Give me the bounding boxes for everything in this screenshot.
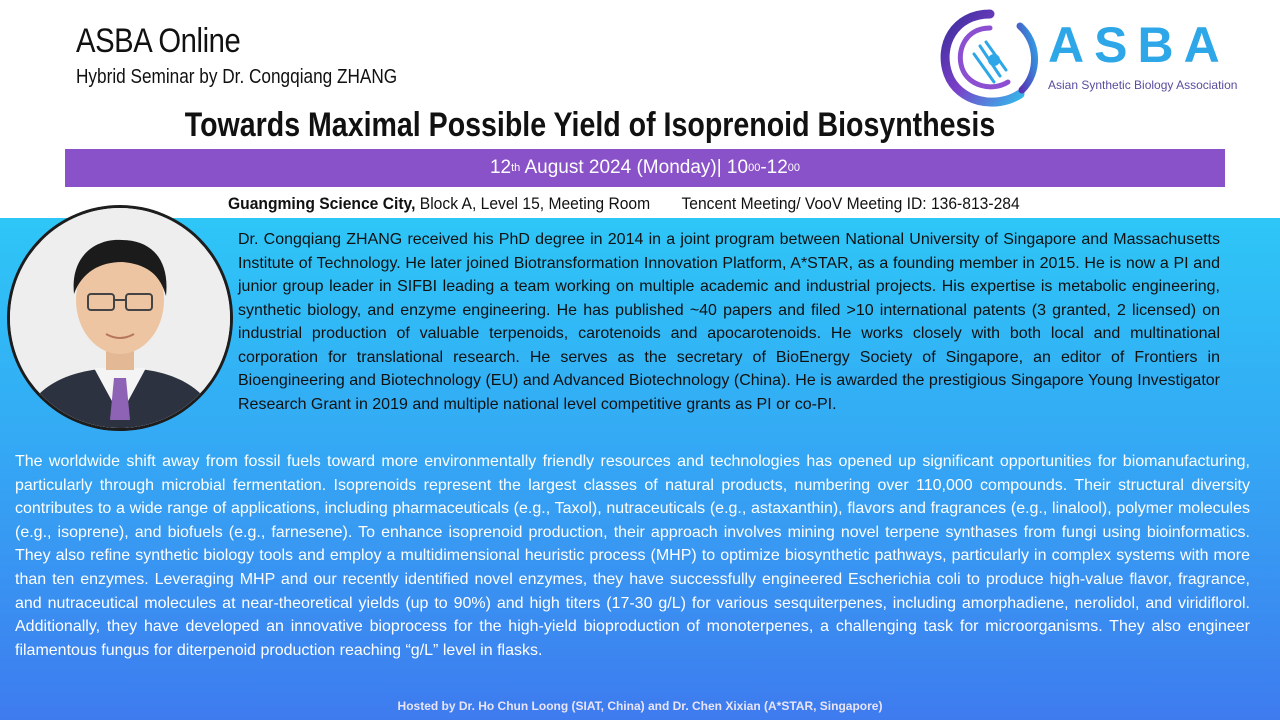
org-title: ASBA Online: [76, 22, 241, 60]
venue-place-bold: Guangming Science City,: [228, 194, 416, 213]
asba-logo: [934, 6, 1244, 116]
speaker-photo: [10, 208, 230, 428]
logo-tagline: Asian Synthetic Biology Association: [1048, 78, 1238, 92]
logo-swirl-icon: [934, 6, 1046, 116]
date-day: 12: [489, 157, 512, 178]
talk-abstract: The worldwide shift away from fossil fuels toward more environmentally friendly resources and technologies has opened up significant opportunities for biomanufacturing, particularly through microbial fermentation. Isoprenoids represent the largest classes of natural products, numbering over 110,000 compounds. Their structural diversity contributes to a wide range of applications, including pharmaceuticals (e.g., Taxol), nutraceuticals (e.g., astaxanthin), flavors and fragrances (e.g., linalool), polymer molecules (e.g., isoprene), and biofuels (e.g., farnesene). To enhance isoprenoid production, their approach involves mining novel terpene synthases from fungi using bioinformatics. They also refine synthetic biology tools and employ a multidimensional heuristic process (MHP) to optimize biosynthetic pathways, particularly in complex systems with more than ten enzymes. Leveraging MHP and our recently identified novel enzymes, they have successfully engineered Escherichia coli to produce high-value flavor, fragrance, and nutraceutical molecules at near-theoretical yields (up to 90%) and high titers (17-30 g/L) for various sesquiterpenes, including amorphadiene, nerolidol, and viridiflorol. Additionally, they have developed an innovative bioprocess for the high-yield bioproduction of monoterpenes, a challenging task for microorganisms. They also engineer filamentous fungus for diterpenoid production reaching “g/L” level in flasks.: [15, 453, 1250, 659]
venue-line: [228, 194, 1020, 214]
date-bar: [65, 149, 1225, 187]
time-start-minutes: 00: [748, 162, 761, 174]
date-day-suffix: th: [511, 162, 521, 174]
time-end-minutes: 00: [787, 162, 801, 174]
talk-title: Towards Maximal Possible Yield of Isoprenoid Biosynthesis: [184, 106, 996, 144]
time-dash: -12: [760, 157, 788, 178]
venue-place-rest: Block A, Level 15, Meeting Room: [415, 194, 651, 213]
speaker-portrait: [10, 208, 230, 428]
logo-wordmark: ASBA: [1048, 17, 1230, 73]
online-meeting-id: Tencent Meeting/ VooV Meeting ID: 136-813-284: [681, 194, 1020, 213]
seminar-subtitle: Hybrid Seminar by Dr. Congqiang ZHANG: [76, 66, 398, 88]
speaker-bio: Dr. Congqiang ZHANG received his PhD degree in 2014 in a joint program between National University of Singapore and Massachusetts Institute of Technology. He later joined Biotransformation Innovation Platform, A*STAR, as a founding member in 2015. He is now a PI and junior group leader in SIFBI leading a team working on multiple academic and industrial projects. His expertise is metabolic engineering, synthetic biology, and enzyme engineering. He has published ~40 papers and filed >10 international patents (3 granted, 2 licensed) on industrial production of valuable terpenoids, carotenoids and apocarotenoids. He works closely with both local and multinational corporation for translational research. He serves as the secretary of BioEnergy Society of Singapore, an editor of Frontiers in Bioengineering and Biotechnology (EU) and Advanced Biotechnology (China). He is awarded the prestigious Singapore Young Investigator Research Grant in 2019 and multiple national level competitive grants as PI or co-PI.: [238, 231, 1220, 413]
host-credit: Hosted by Dr. Ho Chun Loong (SIAT, China) and Dr. Chen Xixian (A*STAR, Singapore): [397, 699, 883, 713]
date-text: August 2024 (Monday)| 10: [520, 157, 749, 178]
